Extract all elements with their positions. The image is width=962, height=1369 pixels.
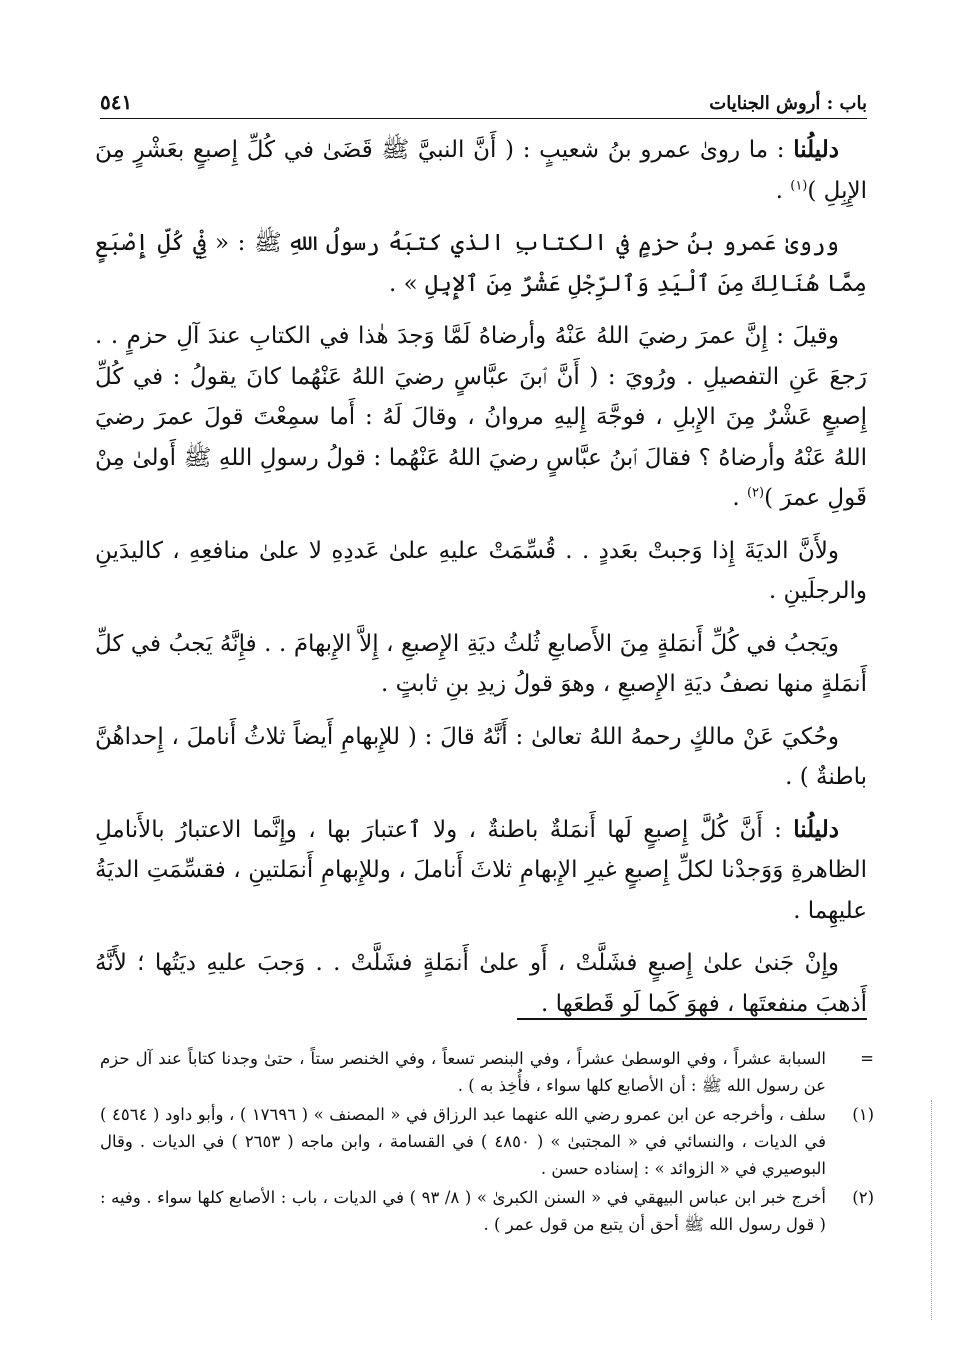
paragraph-text: وحُكيَ عَنْ مالكٍ رحمهُ اللهُ تعالىٰ : أَنَّهُ قالَ : ( للإِبهامِ أَيضاً ثلاثُ أَناملَ ، إِحداهُنَّ باطنةٌ ) . bbox=[95, 723, 867, 790]
paragraph bbox=[95, 531, 867, 612]
paragraph-text: : ما روىٰ عمرو بنُ شعيبٍ : ( أَنَّ النبيَّ ﷺ قَضَىٰ في كُلِّ إِصبعٍ بعَشْرٍ مِنَ الإِبِلِ ) bbox=[95, 137, 867, 204]
footnote-reference: (١) bbox=[790, 177, 808, 193]
paragraph-text: ويَجبُ في كُلِّ أَنمَلةٍ مِنَ الأَصابعِ ثُلثُ ديَةِ الإِصبعِ ، إِلاَّ الإِبهامَ . . فإِنَّهُ يَجبُ في كلِّ أَنمَلةٍ منها نصفُ ديَةِ الإِصبعِ ، وهوَ قولُ زيدِ بنِ ثابتٍ . bbox=[95, 630, 867, 697]
footnote-mark: (٢) bbox=[852, 1188, 874, 1207]
paragraph bbox=[95, 943, 867, 1024]
margin-decoration bbox=[927, 1100, 932, 1320]
paragraph-text: ولأَنَّ الديَةَ إِذا وَجبتْ بعَددٍ . . قُسِّمَتْ عليهِ علىٰ عَددِهِ لا علىٰ منافعِهِ ، كاليدَينِ والرجلَينِ . bbox=[95, 537, 867, 604]
paragraph bbox=[95, 810, 867, 932]
footnote-separator bbox=[517, 1018, 867, 1020]
paragraph bbox=[95, 717, 867, 798]
paragraph-lead: دليلُنا bbox=[793, 815, 839, 843]
footnote-mark: = bbox=[860, 1049, 874, 1068]
paragraph bbox=[95, 223, 867, 304]
footnotes bbox=[100, 1045, 874, 1240]
footnote-reference: (٢) bbox=[746, 485, 765, 501]
running-head: باب : أروش الجنايات bbox=[709, 93, 867, 114]
footnote-text: أخرج خبر ابن عباس البيهقي في « السنن الكبرىٰ » ( ٨/ ٩٣ ) في الديات ، باب : الأصابع كلها سواء . وفيه : ( قول رسول الله ﷺ أحق أن يتبع من قول عمر ) . bbox=[100, 1188, 826, 1234]
paragraph-text: وقيلَ : إِنَّ عمرَ رضيَ اللهُ عَنْهُ وأرضاهُ لَمَّا وَجدَ هٰذا في الكتابِ عندَ آلِ حزمٍ . . رَجعَ عَنِ التفصيلِ . ورُويَ : ( أَنَّ ٱبنَ عبَّاسٍ رضيَ اللهُ عَنْهُما كانَ يقولُ : في كُلِّ إِصبعٍ عَشْرٌ مِنَ الإِبلِ ، فوجَّهَ إِليهِ مروانُ ، وقالَ لَهُ : أَما سمِعْتَ قولَ عمرَ رضيَ اللهُ عَنْهُ وأرضاهُ ؟ فقالَ ٱبنُ عبَّاسٍ رضيَ اللهُ عَنْهُما : قولُ رسولِ اللهِ ﷺ أَولىٰ مِنْ قَولِ عمرَ ) bbox=[95, 323, 867, 511]
paragraph-lead: دليلُنا bbox=[793, 136, 839, 163]
paragraph bbox=[95, 624, 867, 705]
main-text bbox=[95, 130, 867, 1036]
paragraph bbox=[95, 316, 867, 519]
paragraph-text: وروىٰ عَمرو بنُ حزمٍ في الكتابِ الذي كتبَهُ رسولُ اللهِ ﷺ : « فِيْ كُلِّ إِصْبَعٍ مِمَّا هُنَالِكَ مِنَ ٱلْيَدِ وَٱلرِّجْلِ عَشْرٌ مِنَ ٱلإِبِلِ » . bbox=[95, 230, 867, 297]
paragraph bbox=[95, 130, 867, 211]
footnote bbox=[100, 1045, 874, 1099]
page-number: ٥٤١ bbox=[100, 90, 133, 114]
footnote-mark: (١) bbox=[852, 1105, 874, 1124]
paragraph-text: وإِنْ جَنىٰ علىٰ إِصبعٍ فشَلَّتْ ، أَو علىٰ أَنمَلةٍ فشَلَّتْ . . وَجبَ عليهِ ديَتُها ؛ لأَنَّهُ أَذهبَ منفعتَها ، فهوَ كَما لَو قَطعَها . bbox=[95, 950, 867, 1017]
footnote bbox=[100, 1101, 874, 1182]
page-header bbox=[100, 80, 867, 119]
paragraph-tail: . bbox=[732, 485, 747, 511]
footnote bbox=[100, 1184, 874, 1238]
footnote-text: سلف ، وأخرجه عن ابن عمرو رضي الله عنهما عبد الرزاق في « المصنف » ( ١٧٦٩٦ ) ، وأبو داود ( ٤٥٦٤ ) في الديات ، والنسائي في « المجتبىٰ » ( ٤٨٥٠ ) في القسامة ، وابن ماجه ( ٢٦٥٣ ) في الديات . وقال البوصيري في « الزوائد » : إسناده حسن . bbox=[100, 1105, 827, 1178]
paragraph-tail: . bbox=[775, 177, 791, 204]
paragraph-text: : أَنَّ كُلَّ إِصبعٍ لَها أَنمَلةٌ باطنةٌ ، ولا ٱعتبارَ بها ، وإِنَّما الاعتبارُ بالأَناملِ الظاهرةِ وَوَجدْنا لكلِّ إِصبعٍ غيرِ الإِبهامِ ثلاثَ أَناملَ ، وللإِبهامِ أَنمَلتينِ ، فقسِّمَتِ الديَةُ عليهِما . bbox=[95, 816, 867, 924]
footnote-text: السبابة عشراً ، وفي الوسطىٰ عشراً ، وفي البنصر تسعاً ، وفي الخنصر ستاً ، حتىٰ وجدنا كتاباً عند آل حزم عن رسول الله ﷺ : أن الأصابع كلها سواء ، فأُخِذ به ) . bbox=[100, 1049, 826, 1095]
